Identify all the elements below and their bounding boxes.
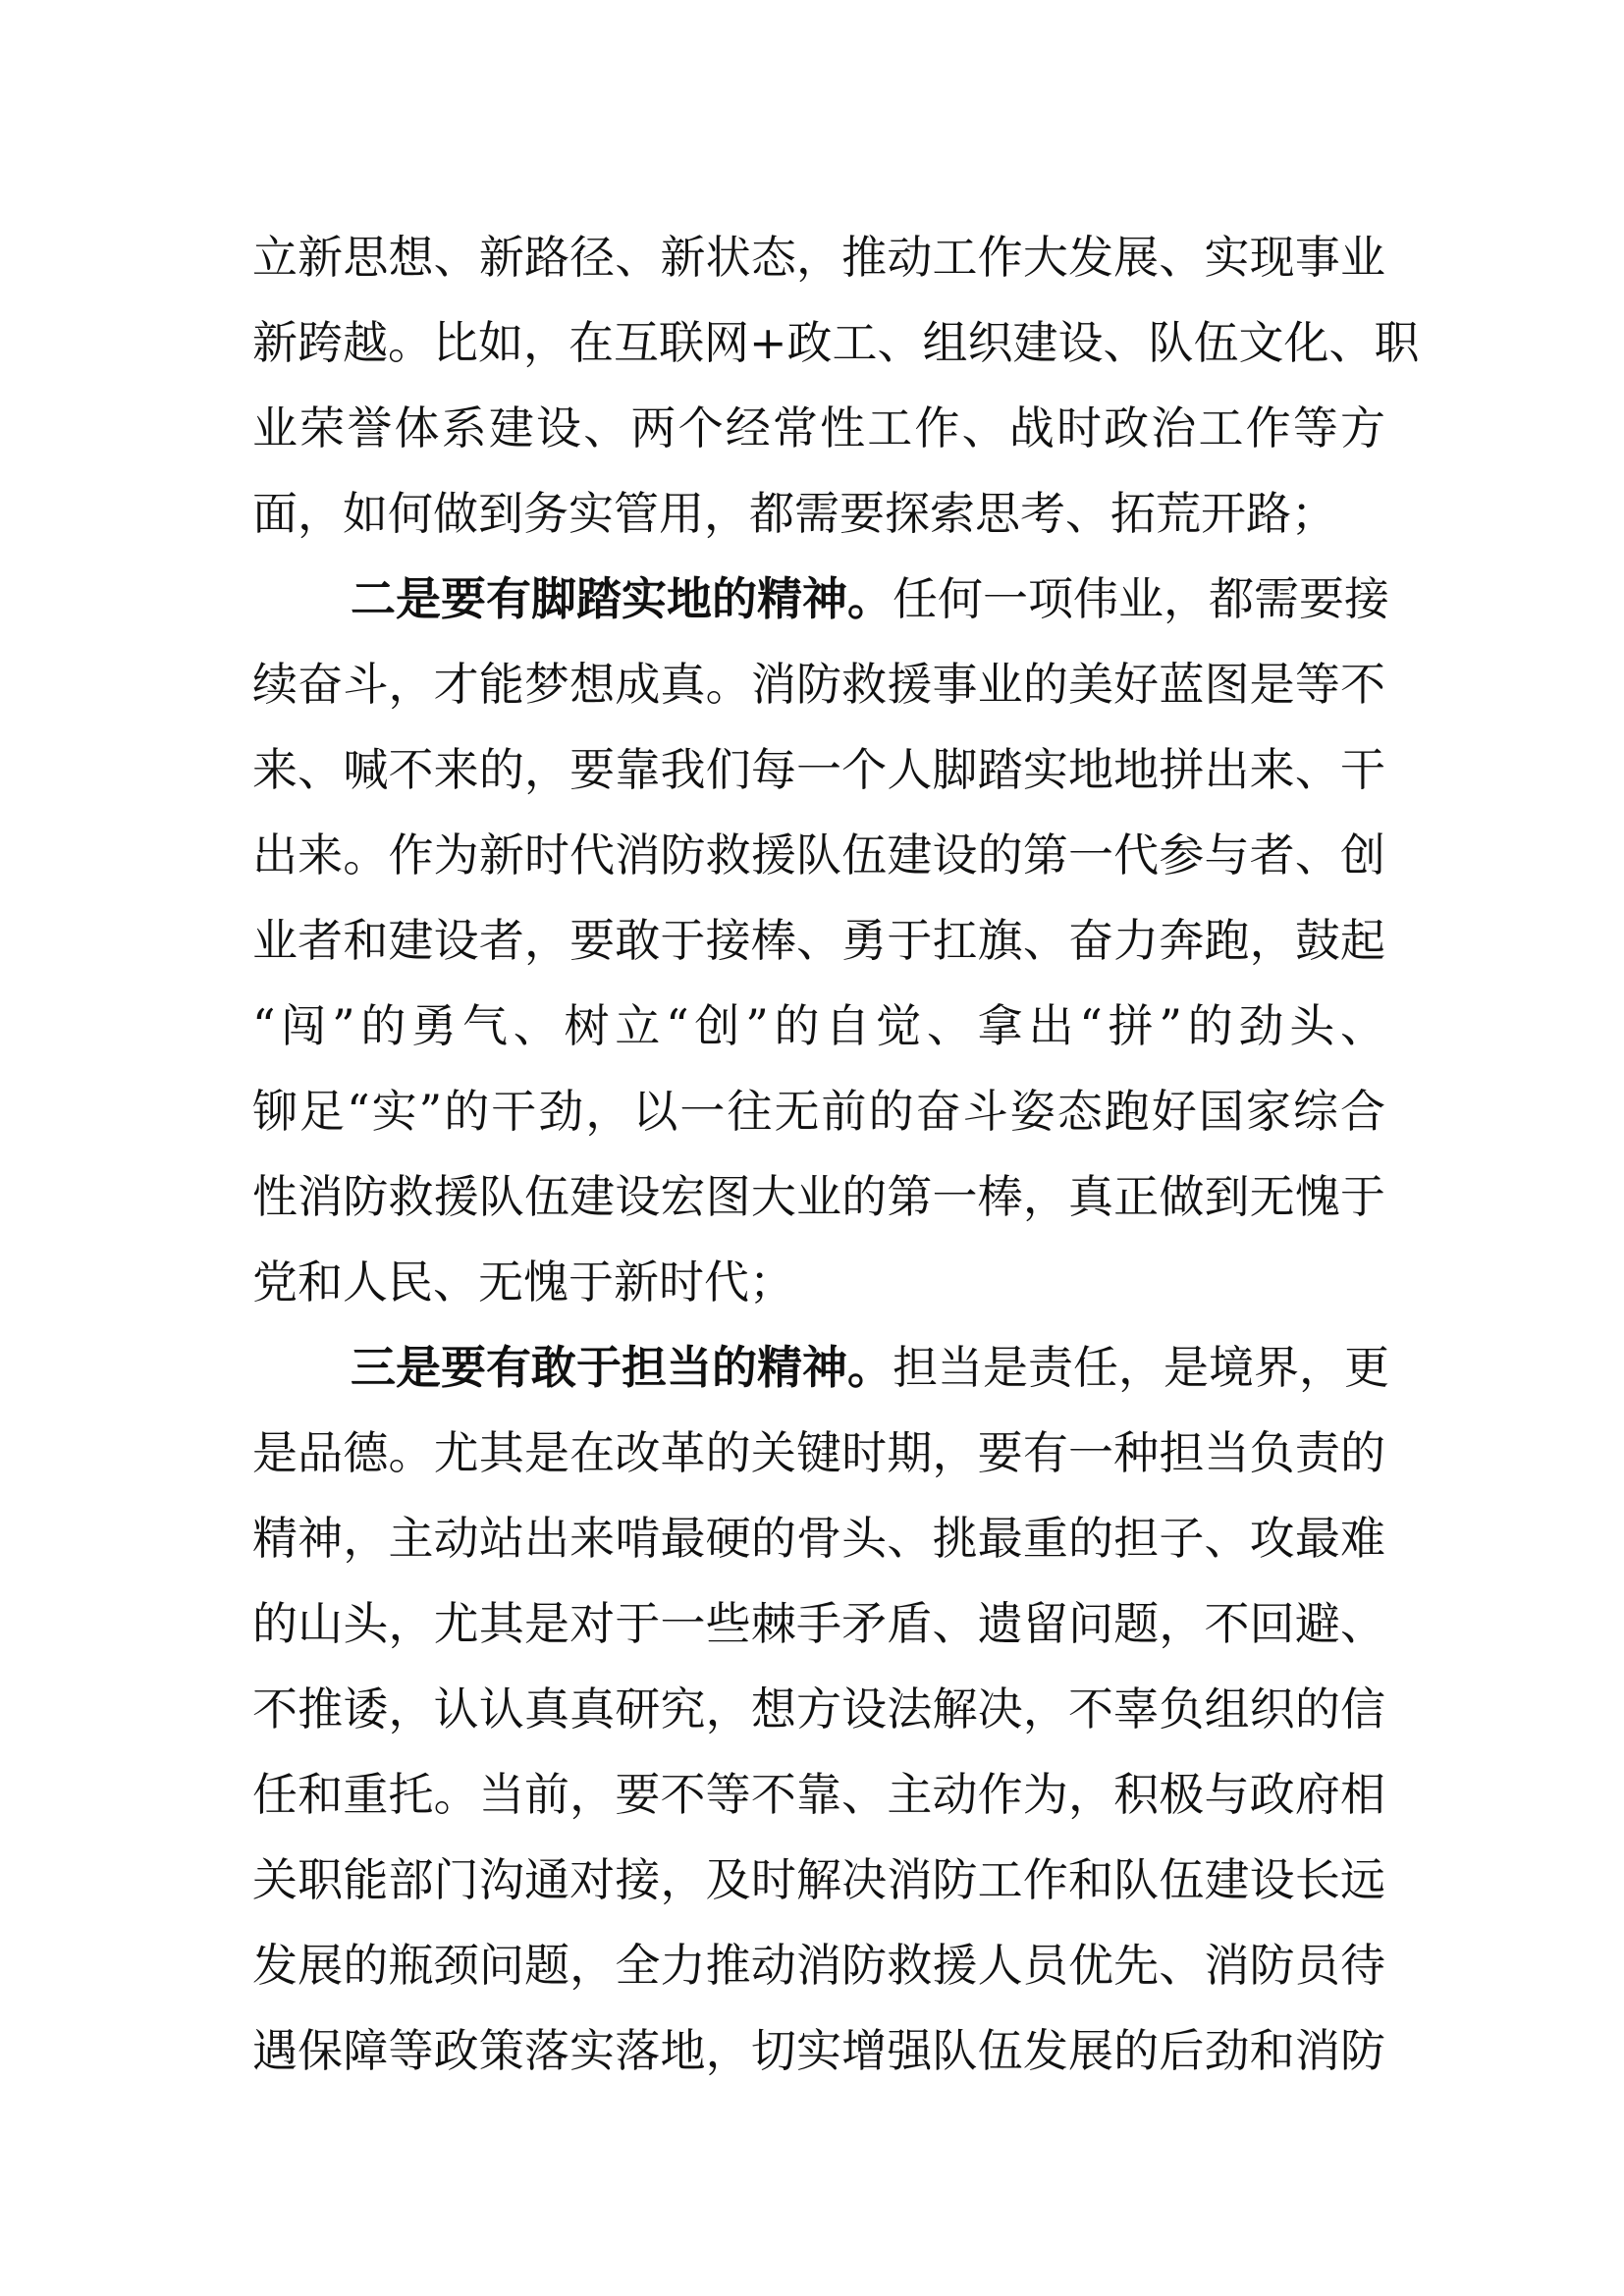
- text-line: 面，如何做到务实管用，都需要探索思考、拓荒开路；: [252, 487, 1336, 540]
- text-line: 出来。作为新时代消防救援队伍建设的第一代参与者、创: [252, 828, 1385, 881]
- text-line: 的山头，尤其是对于一些棘手矛盾、遗留问题，不回避、: [252, 1597, 1385, 1650]
- text-span: 担当是责任，是境界，更: [893, 1341, 1389, 1394]
- paragraph-2: [252, 557, 1389, 1325]
- text-span: 任何一项伟业，都需要接: [893, 572, 1389, 625]
- text-line: 发展的瓶颈问题，全力推动消防救援人员优先、消防员待: [252, 1939, 1385, 1992]
- text-line: “闯”的勇气、树立“创”的自觉、拿出“拼”的劲头、: [252, 999, 1385, 1052]
- paragraph-heading: 三是要有敢于担当的精神。: [351, 1341, 893, 1394]
- text-line: [252, 1325, 1389, 1411]
- text-line: 精神，主动站出来啃最硬的骨头、挑最重的担子、攻最难: [252, 1512, 1385, 1565]
- paragraph-1: [252, 215, 1420, 557]
- text-line: 立新思想、新路径、新状态，推动工作大发展、实现事业: [252, 231, 1385, 284]
- text-line: [252, 557, 1389, 642]
- document-page: [252, 215, 1420, 2094]
- text-line: 新跨越。比如，在互联网+政工、组织建设、队伍文化、职: [252, 316, 1420, 369]
- text-line: 性消防救援队伍建设宏图大业的第一棒，真正做到无愧于: [252, 1170, 1385, 1223]
- text-line: 来、喊不来的，要靠我们每一个人脚踏实地地拼出来、干: [252, 743, 1385, 796]
- text-line: 任和重托。当前，要不等不靠、主动作为，积极与政府相: [252, 1768, 1385, 1821]
- text-line: 关职能部门沟通对接，及时解决消防工作和队伍建设长远: [252, 1853, 1385, 1906]
- text-line: 不推诿，认认真真研究，想方设法解决，不辜负组织的信: [252, 1682, 1385, 1735]
- text-line: 业荣誉体系建设、两个经常性工作、战时政治工作等方: [252, 401, 1385, 454]
- text-line: 续奋斗，才能梦想成真。消防救援事业的美好蓝图是等不: [252, 658, 1385, 711]
- text-line: 业者和建设者，要敢于接棒、勇于扛旗、奋力奔跑，鼓起: [252, 914, 1385, 967]
- text-line: 是品德。尤其是在改革的关键时期，要有一种担当负责的: [252, 1426, 1385, 1479]
- text-line: 党和人民、无愧于新时代；: [252, 1255, 794, 1308]
- paragraph-heading: 二是要有脚踏实地的精神。: [351, 572, 893, 625]
- text-line: 铆足“实”的干劲，以一往无前的奋斗姿态跑好国家综合: [252, 1085, 1385, 1138]
- text-line: 遇保障等政策落实落地，切实增强队伍发展的后劲和消防: [252, 2024, 1385, 2077]
- paragraph-3: [252, 1325, 1389, 2094]
